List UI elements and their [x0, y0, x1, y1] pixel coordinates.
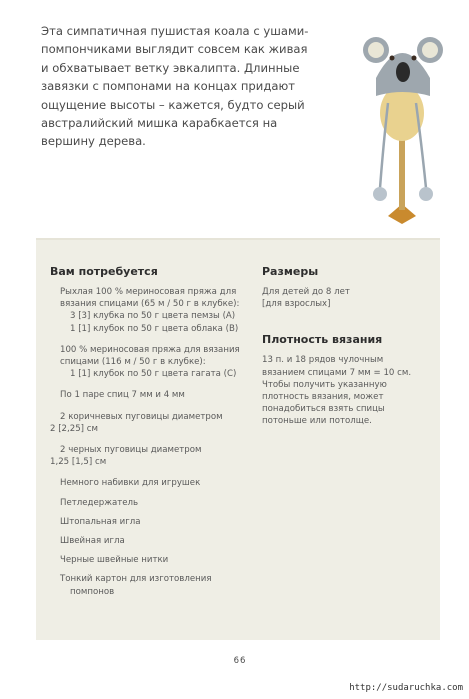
yarn1-block — [50, 286, 250, 335]
materials-heading: Вам потребуется — [50, 265, 158, 278]
yarn2-sub: 1 [1] клубок по 50 г цвета гагата (C) — [70, 369, 237, 380]
watermark-url: http://sudaruchka.com — [349, 683, 463, 693]
list-item: Штопальная игла — [60, 516, 141, 527]
yarn1-line: Рыхлая 100 % мериносовая пряжа для — [60, 287, 237, 297]
materials-list — [50, 477, 250, 597]
gauge-heading: Плотность вязания — [262, 333, 383, 347]
needles-item: По 1 паре спиц 7 мм и 4 мм — [60, 390, 185, 401]
cardboard-item: Тонкий картон для изготовления помпонов — [60, 574, 212, 597]
intro-line: Эта симпатичная пушистая коала с ушами- — [41, 24, 309, 38]
yarn1-sub: 3 [3] клубка по 50 г цвета пемзы (A) — [70, 311, 236, 322]
intro-line: помпончиками выглядит совсем как живая — [41, 42, 308, 57]
intro-line: и обхватывает ветку эвкалипта. Длинные — [41, 60, 300, 75]
page-number: 66 — [233, 656, 247, 666]
intro-line: завязки с помпонами на концах придают — [41, 79, 295, 94]
intro-line: ощущение высоты – кажется, будто серый — [41, 97, 305, 112]
list-item: Немного набивки для игрушек — [60, 478, 201, 489]
yarn2-line: 100 % мериносовая пряжа для вязания — [60, 344, 240, 355]
list-item: Черные швейные нитки — [60, 555, 169, 566]
buttons-brown-item: 2 коричневых пуговицы диаметром 2 [2,25] см — [50, 411, 223, 434]
gauge-text: 13 п. и 18 рядов чулочным вязанием спицами 7 мм = 10 см. Чтобы получить указанную плотность вязания, может понадобиться взять спицы потоньше или потолще. — [262, 355, 412, 427]
nose — [396, 62, 410, 82]
specs-column — [262, 265, 437, 437]
yarn2-line: спицами (116 м / 50 г в клубке): — [60, 357, 206, 368]
list-item: Петледержатель — [60, 497, 139, 508]
list-item: Швейная игла — [60, 536, 125, 547]
yarn1-line: вязания спицами (65 м / 50 г в клубке): — [60, 299, 240, 310]
intro-line: вершину дерева. — [41, 134, 146, 149]
buttons-black-item: 2 черных пуговицы диаметром 1,25 [1,5] см — [50, 445, 202, 468]
pompom-left — [373, 187, 387, 201]
sizes-text: Для детей до 8 лет [для взрослых] — [262, 287, 350, 310]
pompom-right — [419, 187, 433, 201]
intro-line: австралийский мишка карабкается на — [41, 116, 278, 131]
sizes-heading: Размеры — [262, 265, 319, 278]
intro-paragraph — [41, 22, 341, 151]
koala-hat-photo — [350, 18, 460, 228]
materials-column — [50, 265, 250, 605]
yarn2-block — [50, 344, 250, 381]
yarn1-sub: 1 [1] клубок по 50 г цвета облака (B) — [70, 323, 239, 334]
